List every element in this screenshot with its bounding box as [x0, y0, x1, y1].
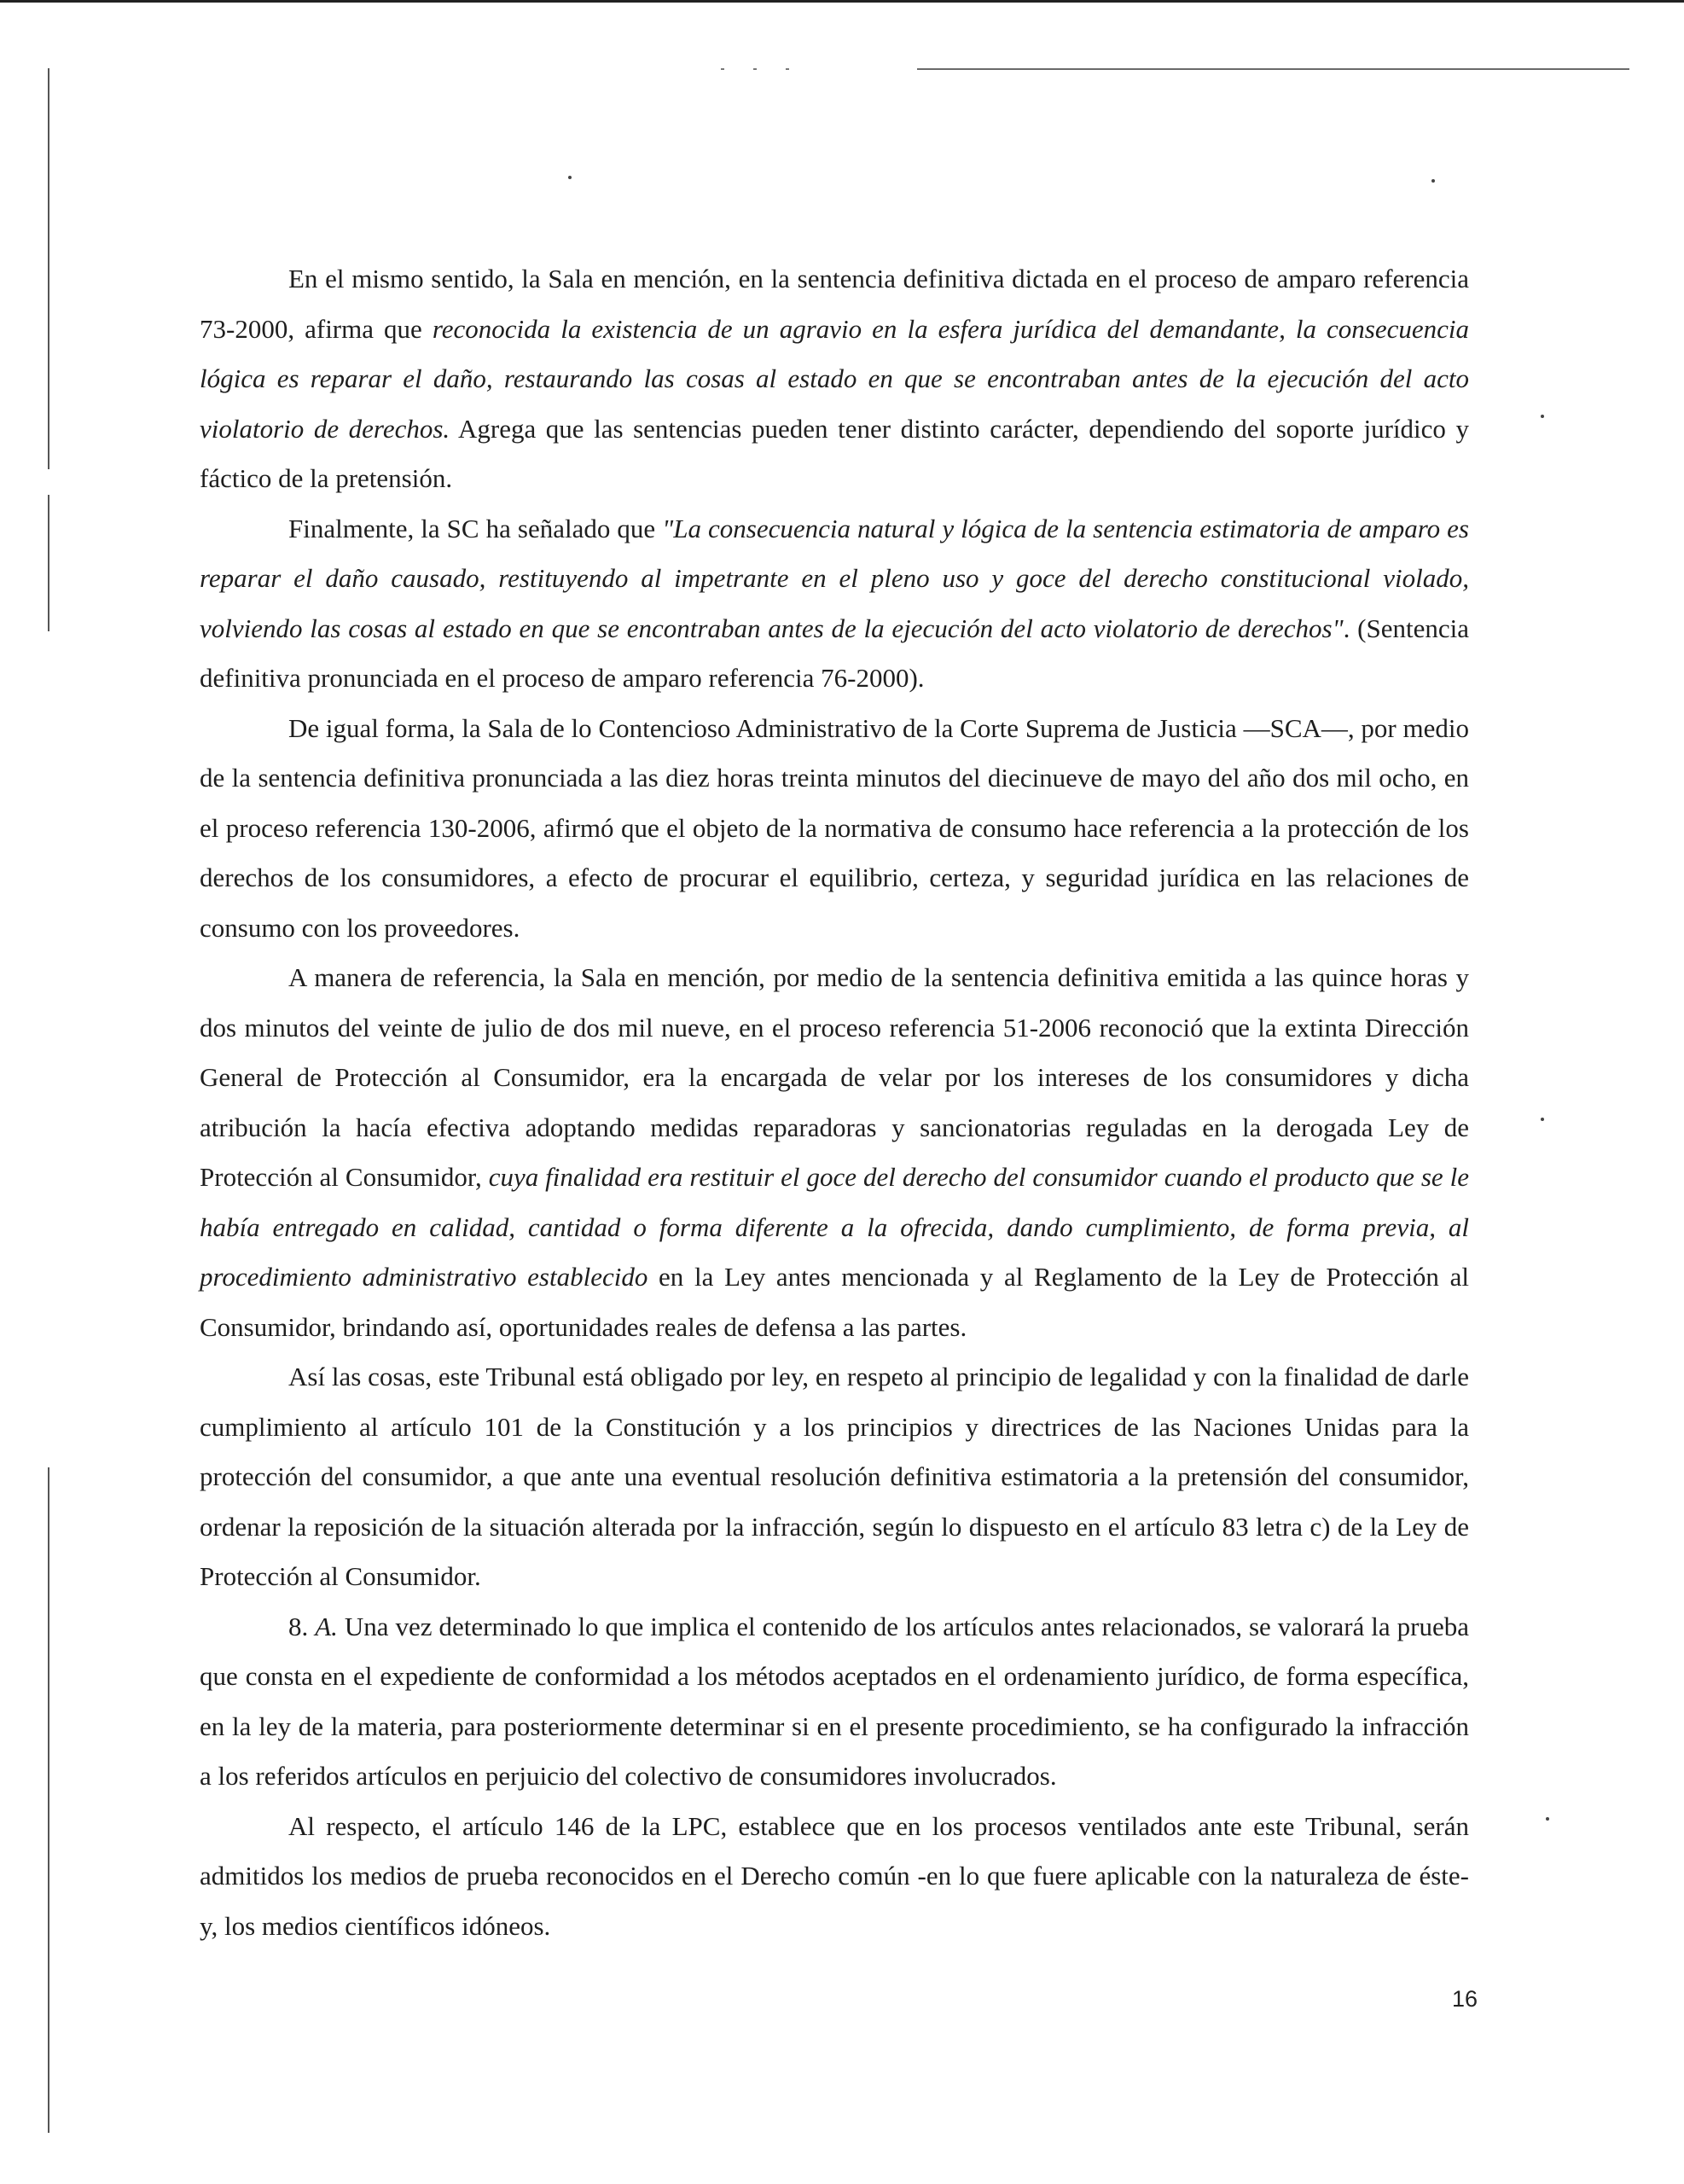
scan-margin-mark	[48, 1467, 49, 2133]
italic-quote-text: cuya finalidad era restituir el goce del derecho del consumidor cuando el producto que se le había entregado en calidad, cantidad o forma diferente a la ofrecida, dando cumplimiento, de forma previa, al procedimiento administrativo establecido	[200, 1162, 1469, 1292]
paragraph-text: Así las cosas, este Tribunal está obligado por ley, en respeto al principio de legalidad y con la finalidad de darle cumplimiento al artículo 101 de la Constitución y a los principios y directrices de las Naciones Unidas para la protección del consumidor, a que ante una eventual resolución definitiva estimatoria a la pretensión del consumidor, ordenar la reposición de la situación alterada por la infracción, según lo dispuesto en el artículo 83 letra c) de la Ley de Protección al Consumidor.	[200, 1362, 1469, 1591]
scan-rule-dots	[721, 68, 806, 70]
paragraph-text: De igual forma, la Sala de lo Contencioso Administrativo de la Corte Suprema de Justicia —SCA—, por medio de la sentencia definitiva pronunciada a las diez horas treinta minutos del diecinueve de mayo del año dos mil ocho, en el proceso referencia 130-2006, afirmó que el objeto de la normativa de consumo hace referencia a la protección de los derechos de los consumidores, a efecto de procurar el equilibrio, certeza, y seguridad jurídica en las relaciones de consumo con los proveedores.	[200, 712, 1469, 943]
scan-speck	[1541, 1118, 1544, 1121]
scan-speck	[1541, 415, 1544, 418]
paragraph-text: A manera de referencia, la Sala en mención, por medio de la sentencia definitiva emitida a las quince horas y dos minutos del veinte de julio de dos mil nueve, en el proceso referencia 51-2006 reconoció que la extinta Dirección General de Protección al Consumidor, era la encargada de velar por los intereses de los consumidores y dicha atribución la hacía efectiva adoptando medidas reparadoras y sancionatorias reguladas en la derogada Ley de Protección al Consumidor,	[200, 962, 1469, 1192]
paragraph	[200, 1602, 1469, 1802]
paragraph-text: Al respecto, el artículo 146 de la LPC, establece que en los procesos ventilados ante este Tribunal, serán admitidos los medios de prueba reconocidos en el Derecho común -en lo que fuere aplicable con la naturaleza de éste- y, los medios científicos idóneos.	[200, 1810, 1469, 1941]
paragraph	[200, 1352, 1469, 1602]
paragraph	[200, 704, 1469, 954]
paragraph-text: Agrega que las sentencias pueden tener distinto carácter, dependiendo del soporte jurídico y fáctico de la pretensión.	[200, 413, 1469, 493]
paragraph-text: . (Sentencia definitiva pronunciada en el proceso de amparo referencia 76-2000).	[200, 613, 1470, 693]
page-number: 16	[1451, 1986, 1478, 2012]
paragraph-text: Finalmente, la SC ha señalado que	[288, 513, 663, 543]
document-body	[200, 254, 1469, 1951]
paragraph	[200, 254, 1469, 504]
paragraph-text: en la Ley antes mencionada y al Reglamento de la Ley de Protección al Consumidor, brindando así, oportunidades reales de defensa a las partes.	[200, 1262, 1469, 1342]
scan-margin-mark	[48, 68, 49, 469]
paragraph-text: Una vez determinado lo que implica el contenido de los artículos antes relacionados, se valorará la prueba que consta en el expediente de conformidad a los métodos aceptados en el ordenamiento jurídico, de forma específica, en la ley de la materia, para posteriormente determinar si en el presente procedimiento, se ha configurado la infracción a los referidos artículos en perjuicio del colectivo de consumidores involucrados.	[200, 1611, 1469, 1791]
italic-quote-text: A.	[315, 1611, 338, 1641]
italic-quote-text: reconocida la existencia de un agravio en la esfera jurídica del demandante, la consecuencia lógica es reparar el daño, restaurando las cosas al estado en que se encontraban antes de la ejecución del acto violatorio de derechos.	[200, 313, 1469, 444]
paragraph-text: 8.	[288, 1611, 316, 1641]
paragraph	[200, 953, 1469, 1352]
scan-header-rule	[917, 68, 1629, 70]
paragraph-text: En el mismo sentido, la Sala en mención, en la sentencia definitiva dictada en el proceso de amparo referencia 73-2000, afirma que	[200, 264, 1469, 344]
paragraph	[200, 504, 1469, 704]
paragraph	[200, 1802, 1469, 1952]
italic-quote-text: "La consecuencia natural y lógica de la sentencia estimatoria de amparo es reparar el daño causado, restituyendo al impetrante en el pleno uso y goce del derecho constitucional violado, volviendo las cosas al estado en que se encontraban antes de la ejecución del acto violatorio de derechos"	[200, 513, 1469, 643]
scan-top-edge	[0, 0, 1684, 3]
scan-margin-mark	[48, 495, 49, 631]
scan-speck	[568, 176, 572, 179]
scan-speck	[1431, 179, 1435, 183]
scan-speck	[1546, 1817, 1549, 1821]
